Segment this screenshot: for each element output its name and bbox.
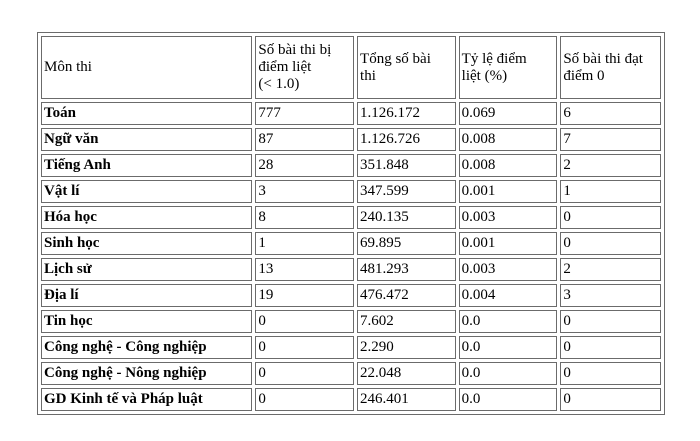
header-failing-count: Số bài thi bị điểm liệt (< 1.0) <box>255 36 354 99</box>
table-body <box>41 102 661 411</box>
subject-cell: Tin học <box>41 310 252 333</box>
zero-count-cell: 0 <box>560 388 661 411</box>
failing-count-cell: 0 <box>255 310 354 333</box>
zero-count-cell: 1 <box>560 180 661 203</box>
total-count-cell: 246.401 <box>357 388 456 411</box>
subject-cell: Sinh học <box>41 232 252 255</box>
zero-count-cell: 3 <box>560 284 661 307</box>
zero-count-cell: 0 <box>560 336 661 359</box>
total-count-cell: 476.472 <box>357 284 456 307</box>
failing-rate-cell: 0.008 <box>459 154 558 177</box>
exam-results-table <box>37 32 665 415</box>
failing-rate-cell: 0.0 <box>459 388 558 411</box>
table-row <box>41 310 661 333</box>
table-row <box>41 154 661 177</box>
table-row <box>41 258 661 281</box>
total-count-cell: 69.895 <box>357 232 456 255</box>
table-row <box>41 102 661 125</box>
failing-count-cell: 0 <box>255 362 354 385</box>
zero-count-cell: 2 <box>560 154 661 177</box>
subject-cell: Ngữ văn <box>41 128 252 151</box>
subject-cell: GD Kinh tế và Pháp luật <box>41 388 252 411</box>
table-row <box>41 232 661 255</box>
failing-count-cell: 0 <box>255 336 354 359</box>
subject-cell: Tiếng Anh <box>41 154 252 177</box>
subject-cell: Vật lí <box>41 180 252 203</box>
zero-count-cell: 0 <box>560 310 661 333</box>
subject-cell: Công nghệ - Nông nghiệp <box>41 362 252 385</box>
subject-cell: Toán <box>41 102 252 125</box>
table-row <box>41 388 661 411</box>
zero-count-cell: 0 <box>560 206 661 229</box>
failing-rate-cell: 0.008 <box>459 128 558 151</box>
header-subject: Môn thi <box>41 36 252 99</box>
failing-count-cell: 8 <box>255 206 354 229</box>
failing-rate-cell: 0.0 <box>459 310 558 333</box>
table-row <box>41 362 661 385</box>
zero-count-cell: 2 <box>560 258 661 281</box>
table-row <box>41 336 661 359</box>
zero-count-cell: 0 <box>560 362 661 385</box>
failing-count-cell: 13 <box>255 258 354 281</box>
total-count-cell: 1.126.172 <box>357 102 456 125</box>
total-count-cell: 2.290 <box>357 336 456 359</box>
total-count-cell: 240.135 <box>357 206 456 229</box>
table-row <box>41 206 661 229</box>
failing-count-cell: 19 <box>255 284 354 307</box>
table-row <box>41 180 661 203</box>
zero-count-cell: 0 <box>560 232 661 255</box>
failing-rate-cell: 0.0 <box>459 362 558 385</box>
total-count-cell: 22.048 <box>357 362 456 385</box>
subject-cell: Địa lí <box>41 284 252 307</box>
total-count-cell: 481.293 <box>357 258 456 281</box>
total-count-cell: 347.599 <box>357 180 456 203</box>
subject-cell: Lịch sử <box>41 258 252 281</box>
failing-count-cell: 1 <box>255 232 354 255</box>
subject-cell: Hóa học <box>41 206 252 229</box>
header-failing-rate: Tỷ lệ điểm liệt (%) <box>459 36 558 99</box>
total-count-cell: 1.126.726 <box>357 128 456 151</box>
header-zero-count: Số bài thi đạt điểm 0 <box>560 36 661 99</box>
failing-rate-cell: 0.001 <box>459 180 558 203</box>
zero-count-cell: 7 <box>560 128 661 151</box>
failing-count-cell: 28 <box>255 154 354 177</box>
failing-rate-cell: 0.0 <box>459 336 558 359</box>
total-count-cell: 7.602 <box>357 310 456 333</box>
failing-rate-cell: 0.069 <box>459 102 558 125</box>
failing-count-cell: 777 <box>255 102 354 125</box>
failing-count-cell: 3 <box>255 180 354 203</box>
failing-rate-cell: 0.004 <box>459 284 558 307</box>
header-total-count: Tổng số bài thi <box>357 36 456 99</box>
failing-count-cell: 0 <box>255 388 354 411</box>
subject-cell: Công nghệ - Công nghiệp <box>41 336 252 359</box>
table-row <box>41 128 661 151</box>
header-row <box>41 36 661 99</box>
failing-count-cell: 87 <box>255 128 354 151</box>
failing-rate-cell: 0.003 <box>459 258 558 281</box>
total-count-cell: 351.848 <box>357 154 456 177</box>
failing-rate-cell: 0.001 <box>459 232 558 255</box>
failing-rate-cell: 0.003 <box>459 206 558 229</box>
zero-count-cell: 6 <box>560 102 661 125</box>
table-row <box>41 284 661 307</box>
